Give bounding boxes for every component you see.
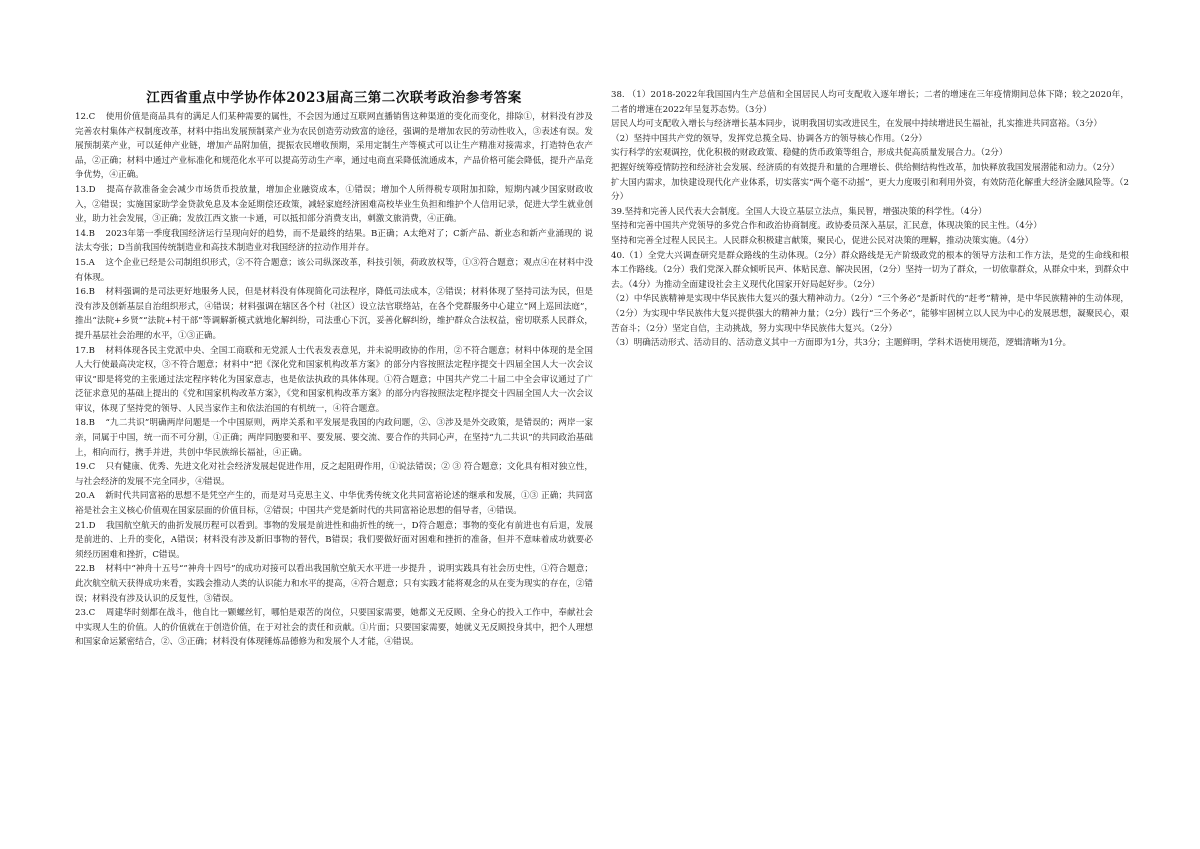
answer-item xyxy=(75,606,593,650)
answer-text: 2023年第一季度我国经济运行呈现向好的趋势，而不是最终的结果。B正确；A太绝对了；C新产品、新业态和新产业涌现的 说法太夸张；D当前我国传统制造业和高技术制造业对我国经济的拉动作用并存。 xyxy=(75,228,593,254)
answer-number: 20.A xyxy=(75,491,95,502)
answer-number: 19.C xyxy=(75,462,96,473)
answer-paragraph: 坚持和完善全过程人民民主。人民群众积极建言献策，聚民心，促进公民对决策的理解，推动决策实施。（4分） xyxy=(611,235,1034,246)
answer-text: 我国航空航天的曲折发展历程可以看到。事物的发展是前进性和曲折性的统一，D符合题意；事物的变化有前进也有后退，发展是前进的、上升的变化，A错误；材料没有涉及新旧事物的替代，B错误；我们要做好面对困难和挫折的准备，但并不意味着成功就要必须经历困难和挫折，C错误。 xyxy=(75,520,593,560)
answer-text: 材料强调的是司法更好地服务人民，但是材料没有体现简化司法程序，降低司法成本，②错误；材料体现了坚持司法为民，但是没有涉及创新基层自治组织形式，④错误；材料强调在辖区各个村（社区）设立法官联络站，在各个党群服务中心建立“网上巡回法庭”，推出“法院+乡贤”“法院+村干部”等调解新模式就地化解纠纷，司法重心下沉，妥善化解纠纷，维护群众合法权益，密切联系人民群众，提升基层社会治理的水平，①③正确。 xyxy=(75,287,593,341)
answer-item xyxy=(75,416,593,460)
answer-number: 17.B xyxy=(75,345,95,356)
answer-text: 这个企业已经是公司制组织形式，②不符合题意；该公司纵深改革，科技引领，荷政放权等，①③符合题意；观点④在材料中没有体现。 xyxy=(75,257,593,283)
document-title: 江西省重点中学协作体2023届高三第二次联考政治参考答案 xyxy=(146,90,522,106)
answer-item xyxy=(75,183,593,227)
answer-item xyxy=(75,519,593,563)
answer-number: 13.D xyxy=(75,184,96,195)
answer-text: 周建华时刻都在战斗，他自比一颗螺丝钉，哪怕是艰苦的岗位，只要国家需要，她都义无反顾、全身心的投入工作中，奉献社会中实现人生的价值。人的价值就在于创造价值，在于对社会的责任和贡献。①片面；只要国家需要，她就义无反顾投身其中，把个人理想和国家命运紧密结合，②、③正确；材料没有体现锤炼品德修为和发展个人才能，④错误。 xyxy=(75,608,593,648)
answer-paragraph: 居民人均可支配收入增长与经济增长基本同步，说明我国切实改进民生，在发展中持续增进民生福祉，扎实推进共同富裕。（3分） xyxy=(611,119,1103,130)
answer-paragraph: 40.（1）全党大兴调查研究是群众路线的生动体现。（2分）群众路线是无产阶级政党的根本的领导方法和工作方法，是党的生命线和根本工作路线。（2分）我们党深入群众倾听民声、体贴民意、解决民困，（2分）坚持一切为了群众，一切依靠群众，从群众中来，到群众中去。（4分）为推动全面建设社会主义现代化国家开好局起好步。（2分） xyxy=(611,250,1129,290)
answer-text: 新时代共同富裕的思想不是凭空产生的，而是对马克思主义、中华优秀传统文化共同富裕论述的继承和发展，①③ 正确；共同富裕是社会主义核心价值观在国家层面的价值目标，②错误；中国共产党是新时代的共同富裕论思想的倡导者，④错误。 xyxy=(75,491,594,517)
answer-item xyxy=(75,460,593,489)
answer-paragraph: 39.坚持和完善人民代表大会制度。全国人大设立基层立法点，集民智，增强决策的科学性。（4分） xyxy=(611,206,987,217)
answer-item xyxy=(75,344,593,417)
answer-item xyxy=(75,285,593,343)
left-column xyxy=(75,86,593,650)
answer-paragraph: 扩大国内需求，加快建设现代化产业体系，切实落实“两个毫不动摇”，更大力度吸引和利用外资，有效防范化解重大经济金融风险等。（2分） xyxy=(611,177,1129,203)
answer-item xyxy=(75,562,593,606)
answer-item xyxy=(75,110,593,183)
answer-paragraph: （2）坚持中国共产党的领导，发挥党总揽全局、协调各方的领导核心作用。（2分） xyxy=(611,133,928,144)
answer-text: 材料体现各民主党派中央、全国工商联和无党派人士代表发表意见，并未说明政协的作用，②不符合题意；材料中体现的是全国人大行使最高决定权，③不符合题意；材料中“把《深化党和国家机构改革方案》的部分内容按照法定程序提交十四届全国人大一次会议审议”即是将党的主张通过法定程序转化为国家意志，也是依法执政的具体体现。①符合题意；中国共产党二十届二中全会审议通过了广泛征求意见的基础上提出的《党和国家机构改革方案》，《党和国家机构改革方案》的部分内容按照法定程序提交十四届全国人大一次会议审议，体现了坚持党的领导、人民当家作主和依法治国的有机统一，④符合题意。 xyxy=(75,345,593,414)
answer-text: 提高存款准备金会减少市场货币投放量，增加企业融资成本，①错误；增加个人所得税专项附加扣除，短期内减少国家财政收入，②错误；实施国家助学金贷款免息及本金延期偿还政策，减轻家庭经济困难高校毕业生负担和维护个人信用记录，促进大学生就业创业，助力社会发展，③正确；发放江西文旅一卡通，可以抵扣部分消费支出，刺激文旅消费，④正确。 xyxy=(75,184,593,225)
answer-paragraph: 38. （1）2018-2022年我国国内生产总值和全国居民人均可支配收入逐年增长；二者的增速在三年疫情期间总体下降；较之2020年，二者的增速在2022年呈复苏态势。（3分） xyxy=(611,90,1129,115)
answer-item xyxy=(75,227,593,256)
subjective-answer-list xyxy=(611,88,1129,351)
answer-number: 12.C xyxy=(75,112,96,122)
answer-number: 16.B xyxy=(75,287,95,298)
answer-text: 材料中“神舟十五号“”神舟十四号”的成功对接可以看出我国航空航天水平进一步提升 ，说明实践具有社会历史性，①符合题意；此次航空航天获得成功来看，实践会推动人类的认识能力和水平的提高，④符合题意；只有实践才能将观念的从在变为现实的存在，②错误；材料没有涉及认识的反复性，③错误。 xyxy=(75,564,593,604)
answer-text: “九二共识”明确两岸问题是一个中国原则，两岸关系和平发展是我国的内政问题，②、③涉及是外交政策，是错误的；两岸一家亲，同属于中国，统一而不可分割，①正确；两岸同胞要和平、要发展、要交流、要合作的共同心声，在坚持“九二共识”的共同政治基础上，相向而行，携手并进，共创中华民族绵长福祉，④正确。 xyxy=(75,418,593,458)
right-column xyxy=(611,88,1129,351)
answer-paragraph: 把握好统筹疫情防控和经济社会发展、经济质的有效提升和量的合理增长、供给侧结构性改革，加快释放我国发展潜能和动力。（2分） xyxy=(611,162,1120,173)
answer-number: 15.A xyxy=(75,257,95,268)
answer-text: 只有健康、优秀、先进文化对社会经济发展起促进作用，反之起阻碍作用，①说法错误；② ③ 符合题意；文化具有相对独立性，与社会经济的发展不完全同步，④错误。 xyxy=(75,462,594,487)
answer-number: 22.B xyxy=(75,564,95,575)
answer-item xyxy=(75,489,593,518)
answer-number: 14.B xyxy=(75,228,95,239)
answer-paragraph: （3）明确活动形式、活动目的、活动意义其中一方面即为1分，共3分；主题鲜明，学科术语使用规范，逻辑清晰为1分。 xyxy=(611,338,1072,349)
answer-item xyxy=(75,256,593,285)
answer-number: 23.C xyxy=(75,608,96,619)
answer-paragraph: （2）中华民族精神是实现中华民族伟大复兴的强大精神动力。（2分）“三个务必”是新时代的“赶考”精神，是中华民族精神的生动体现，（2分）为实现中华民族伟大复兴提供强大的精神力量；（2分）践行“三个务必”，能够牢固树立以人民为中心的发展思想，凝聚民心，艰苦奋斗；（2分）坚定自信，主动挑战，努力实现中华民族伟大复兴。（2分） xyxy=(611,294,1129,334)
answer-number: 18.B xyxy=(75,418,95,429)
answer-paragraph: 坚持和完善中国共产党领导的多党合作和政治协商制度。政协委员深入基层，汇民意，体现决策的民主性。（4分） xyxy=(611,221,1042,232)
answer-text: 使用价值是商品具有的满足人们某种需要的属性，不会因为通过互联网直播销售这种渠道的变化而变化，排除①，材料没有涉及完善农村集体产权制度改革，材料中指出发展预制菜产业为农民创造劳动致富的途径，强调的是增加农民的劳动性收入，③表述有误。发展预制菜产业，可以延伸产业链，增加产品附加值，提振农民增收预期，采用定制生产等模式可以让生产精准对接需求，打造特色农产品，②正确；材料中通过产业标准化和规范化水平可以提高劳动生产率，通过电商直采降低流通成本，产品价格可能会降低，提升产品竞争优势，④正确。 xyxy=(75,112,593,181)
answer-paragraph: 实行科学的宏观调控，优化积极的财政政策、稳健的货币政策等组合，形成共促高质量发展合力。（2分） xyxy=(611,148,1008,159)
choice-answer-list xyxy=(75,110,593,650)
answer-number: 21.D xyxy=(75,520,96,531)
